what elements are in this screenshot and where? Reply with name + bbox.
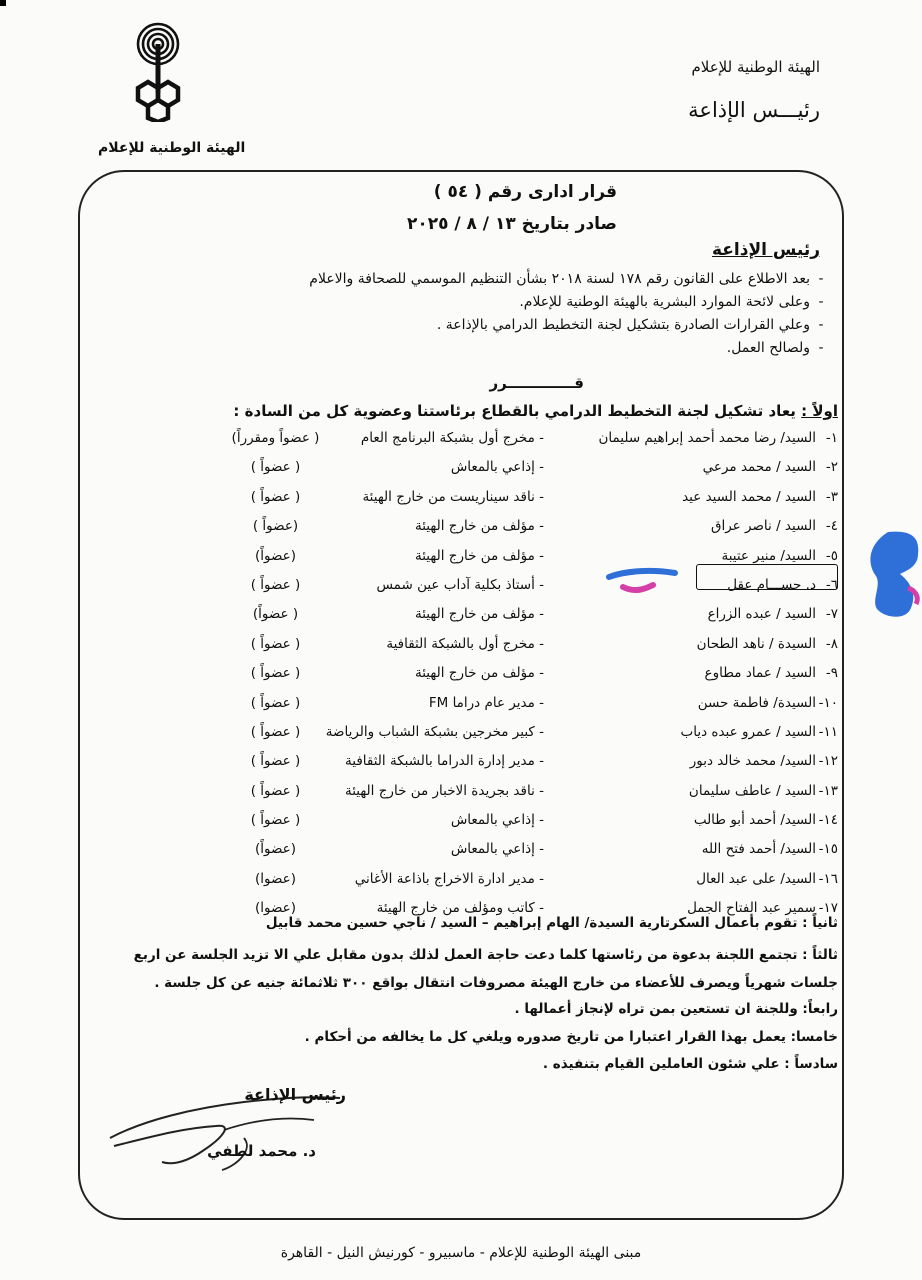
member-name: السيد / عاطف سليمان <box>688 782 816 799</box>
logo-caption: الهيئة الوطنية للإعلام <box>98 140 246 156</box>
member-row <box>108 636 838 665</box>
member-number: ٢- <box>825 459 838 476</box>
member-membership: (عضوا) <box>254 870 297 887</box>
member-name: السيد/ أحمد أبو طالب <box>693 812 816 829</box>
member-number: ١١- <box>818 723 838 740</box>
member-name: السيدة / ناهد الطحان <box>696 635 816 652</box>
member-row <box>108 753 838 782</box>
member-role: - كاتب ومؤلف من خارج الهيئة <box>376 900 544 917</box>
name-highlight-box <box>696 564 838 590</box>
member-role: - إذاعي بالمعاش <box>450 812 544 829</box>
member-name: السيد/ على عبد العال <box>696 870 816 887</box>
member-role: - إذاعي بالمعاش <box>450 459 544 476</box>
clause-third-line-1: ثالثاً : تجتمع اللجنة بدعوة من رئاستها كلما دعت حاجة العمل لذلك بدون مقابل علي الا تزيد الجلسة عن اربع <box>133 947 838 963</box>
member-row <box>108 841 838 870</box>
member-membership: ( عضواً ) <box>250 665 301 682</box>
member-number: ١٢- <box>818 753 838 770</box>
decided-word: قـــــــــــــرر <box>489 374 584 392</box>
member-name: السيد / محمد السيد عيد <box>682 488 816 505</box>
member-number: ١٣- <box>818 782 838 799</box>
member-membership: ( عضواً ) <box>250 812 301 829</box>
member-role: - أستاذ بكلية آداب عين شمس <box>376 576 544 593</box>
first-clause-text: يعاد تشكيل لجنة التخطيط الدرامي بالقطاع برئاستنا وعضوية كل من السادة : <box>233 402 802 420</box>
member-row <box>108 812 838 841</box>
member-number: ١٤- <box>818 812 838 829</box>
department-name: رئيـــس الإذاعة <box>688 98 820 122</box>
member-row <box>108 489 838 518</box>
member-number: ١٠- <box>818 694 838 711</box>
member-row <box>108 606 838 635</box>
decision-date: صادر بتاريخ ١٣ / ٨ / ٢٠٢٥ <box>406 214 617 234</box>
members-list <box>108 430 838 930</box>
member-name: السيد / عبده الزراع <box>707 606 816 623</box>
footer-address: مبنى الهيئة الوطنية للإعلام - ماسبيرو - كورنيش النيل - القاهرة <box>280 1245 642 1261</box>
member-name: السيد/ محمد خالد دبور <box>689 753 816 770</box>
letterhead <box>688 58 820 122</box>
member-role: - مخرج أول بالشبكة الثقافية <box>386 635 544 652</box>
member-membership: (عضوا) <box>254 900 297 917</box>
member-row <box>108 518 838 547</box>
member-role: - مدير عام دراما FM <box>428 694 544 711</box>
member-number: ٣- <box>825 488 838 505</box>
member-membership: (عضواً ) <box>252 518 299 535</box>
member-name: د. حســـام عقل <box>727 576 816 593</box>
member-membership: ( عضواً ) <box>250 488 301 505</box>
preamble-item: -ولصالح العمل. <box>726 340 824 356</box>
member-number: ٩- <box>825 665 838 682</box>
decision-title: قرار ادارى رقم ( ٥٤ ) <box>433 182 617 202</box>
member-name: السيد/ رضا محمد أحمد إبراهيم سليمان <box>598 430 816 446</box>
member-membership: ( عضواً ) <box>250 635 301 652</box>
blue-marker-stroke <box>860 526 922 622</box>
member-number: ٨- <box>825 635 838 652</box>
member-number: ١- <box>825 430 838 446</box>
clause-fifth: خامسا: يعمل بهذا القرار اعتبارا من تاريخ صدوره ويلغي كل ما يخالفه من أحكام . <box>304 1029 838 1045</box>
clause-third-line-2: جلسات شهرياً ويصرف للأعضاء من خارج الهيئة مصروفات انتقال بواقع ٣٠٠ ثلاثمائة جنيه عن كل جلسة . <box>154 975 838 991</box>
member-membership: ( عضواً ) <box>250 694 301 711</box>
member-membership: ( عضواً ) <box>250 576 301 593</box>
member-row <box>108 665 838 694</box>
preamble <box>112 268 832 360</box>
member-name: السيد / ناصر عراق <box>710 518 816 535</box>
preamble-item: -بعد الاطلاع على القانون رقم ١٧٨ لسنة ٢٠١٨ بشأن التنظيم الموسمي للصحافة والاعلام <box>309 271 824 287</box>
highlight-scribble <box>605 563 695 595</box>
issuer-heading: رئيس الإذاعة <box>711 240 820 260</box>
member-number: ٦- <box>825 576 838 593</box>
member-role: - إذاعي بالمعاش <box>450 841 544 858</box>
member-number: ١٦- <box>818 870 838 887</box>
member-role: - كبير مخرجين بشبكة الشباب والرياضة <box>325 723 544 740</box>
member-membership: ( عضواً) <box>252 606 299 623</box>
member-role: - مدير ادارة الاخراج باذاعة الأغاني <box>354 870 544 887</box>
member-number: ٤- <box>825 518 838 535</box>
member-row <box>108 459 838 488</box>
member-membership: (عضواً) <box>254 547 297 564</box>
clause-second: ثانياً : تقوم بأعمال السكرتارية السيدة/ الهام إبراهيم – السيد / ناجي حسين محمد قابيل <box>265 915 838 931</box>
member-name: السيدة/ فاطمة حسن <box>697 694 816 711</box>
member-number: ١٧- <box>818 900 838 917</box>
member-row <box>108 871 838 900</box>
member-role: - مدير إدارة الدراما بالشبكة الثقافية <box>345 753 544 770</box>
clause-sixth: سادساً : علي شئون العاملين القيام بتنفيذه . <box>542 1056 838 1072</box>
first-clause-label: اولاً : <box>801 402 838 420</box>
member-row <box>108 783 838 812</box>
member-number: ٧- <box>825 606 838 623</box>
member-name: سمير عبد الفتاح الجمل <box>687 900 816 917</box>
member-name: السيد / عمرو عبده دياب <box>680 723 816 740</box>
member-membership: ( عضواً ) <box>250 723 301 740</box>
signatory-title: رئيس الإذاعة <box>244 1085 346 1104</box>
member-role: - ناقد بجريدة الاخبار من خارج الهيئة <box>344 782 544 799</box>
member-number: ٥- <box>825 547 838 564</box>
member-membership: ( عضواً ) <box>250 753 301 770</box>
preamble-item: -وعلي القرارات الصادرة بتشكيل لجنة التخطيط الدرامي بالإذاعة . <box>436 317 824 333</box>
member-role: - مؤلف من خارج الهيئة <box>414 518 544 535</box>
member-row <box>108 430 838 459</box>
member-membership: (عضواً) <box>254 841 297 858</box>
member-name: السيد/ أحمد فتح الله <box>701 841 816 858</box>
member-name: السيد / محمد مرعي <box>702 459 816 476</box>
member-membership: ( عضواً ومقرراً) <box>231 430 320 446</box>
signatory-name: د. محمد لطفي <box>207 1142 316 1160</box>
member-name: السيد / عماد مطاوع <box>704 665 816 682</box>
member-role: - مؤلف من خارج الهيئة <box>414 665 544 682</box>
first-clause <box>233 402 838 420</box>
member-membership: ( عضواً ) <box>250 459 301 476</box>
member-role: - مؤلف من خارج الهيئة <box>414 547 544 564</box>
scan-mark <box>0 0 6 6</box>
member-role: - ناقد سيناريست من خارج الهيئة <box>362 488 544 505</box>
member-role: - مؤلف من خارج الهيئة <box>414 606 544 623</box>
member-row <box>108 695 838 724</box>
preamble-item: -وعلى لائحة الموارد البشرية بالهيئة الوطنية للإعلام. <box>519 294 824 310</box>
clause-fourth: رابعاً: وللجنة ان تستعين بمن تراه لإنجاز أعمالها . <box>514 1001 838 1017</box>
member-role: - مخرج أول بشبكة البرنامج العام <box>360 430 544 446</box>
authority-logo-icon <box>120 22 196 122</box>
member-membership: ( عضواً ) <box>250 782 301 799</box>
member-row <box>108 724 838 753</box>
authority-name: الهيئة الوطنية للإعلام <box>691 58 820 76</box>
member-number: ١٥- <box>818 841 838 858</box>
member-name: السيد/ منير عتيبة <box>721 547 816 564</box>
